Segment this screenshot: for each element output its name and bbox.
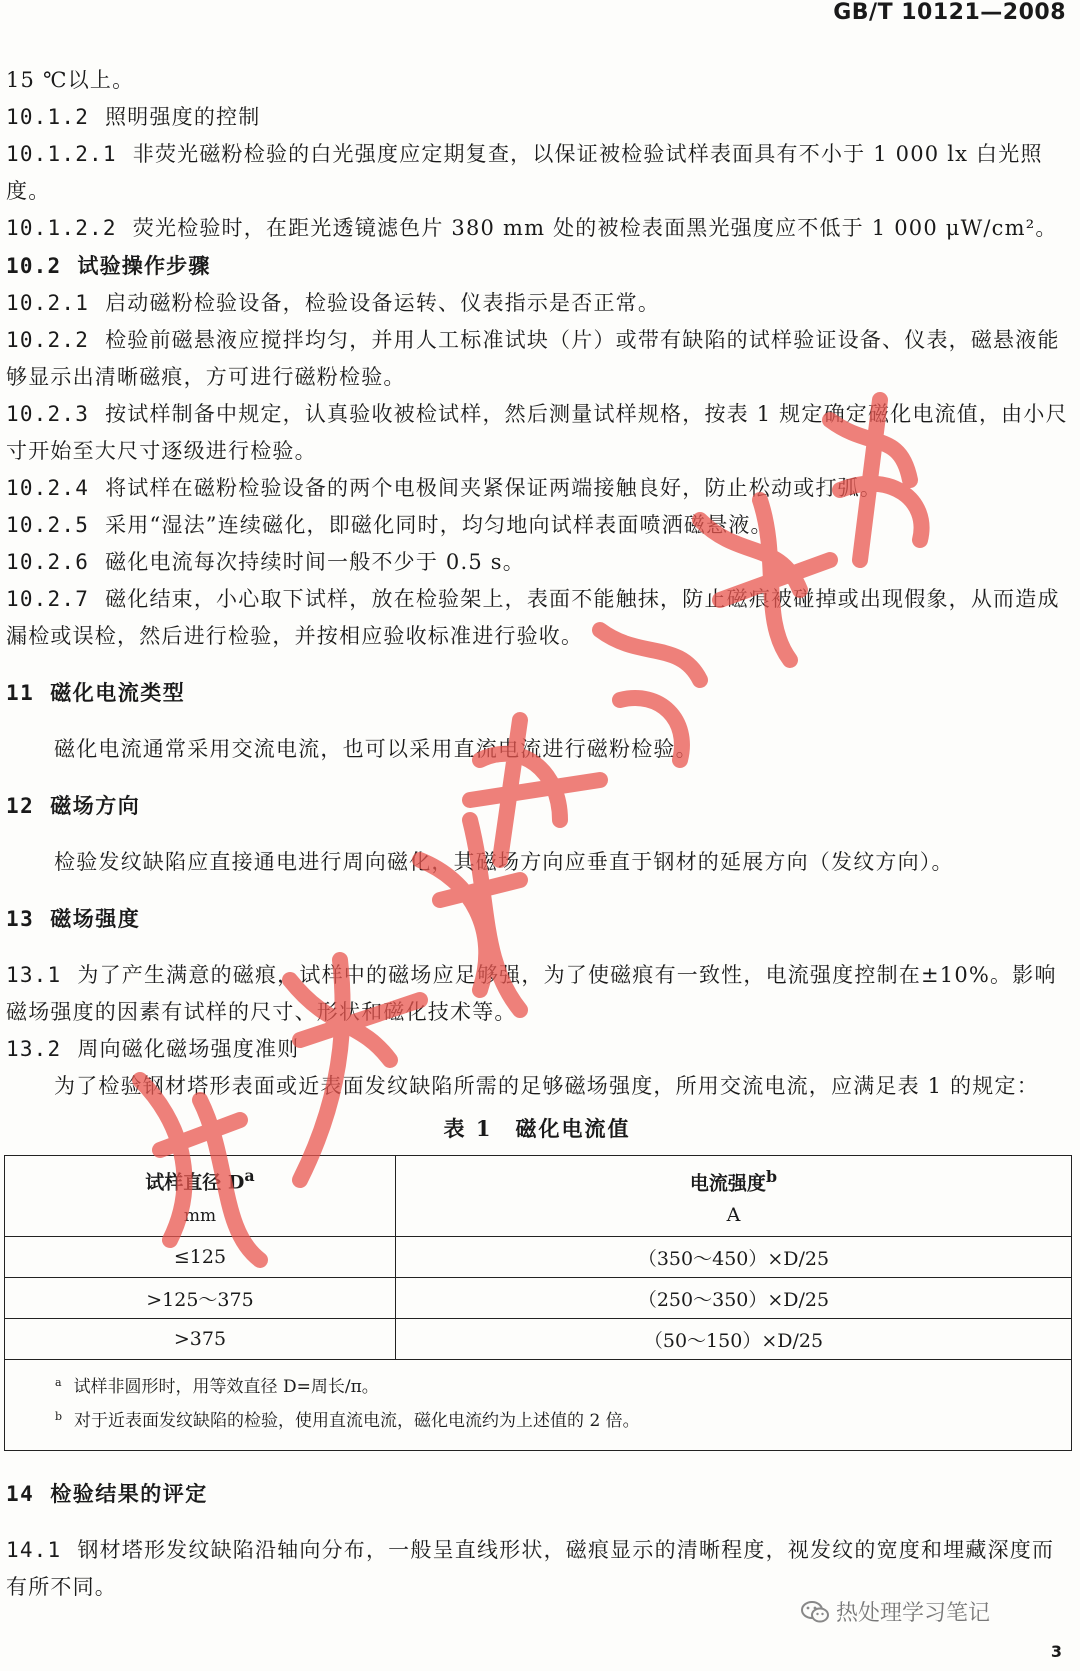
standard-number: GB/T 10121—2008: [833, 0, 1066, 25]
section-11-heading: 11 磁化电流类型: [6, 680, 186, 705]
section-14-heading: 14 检验结果的评定: [6, 1481, 208, 1506]
clause-10-1-2-1: 10.1.2.1 非荧光磁粉检验的白光强度应定期复查，以保证被检验试样表面具有不小于 1 000 lx 白光照度。: [6, 142, 1043, 203]
clause-number: 10.1.2: [6, 105, 90, 129]
table-note-a: $^a$ 试样非圆形时，用等效直径 D=周长/π。: [55, 1376, 379, 1397]
page-number: 3: [1050, 1642, 1062, 1661]
clause-number: 10.2.2: [6, 328, 90, 352]
table-cell-diameter: >125～375: [5, 1278, 396, 1319]
section-12-heading: 12 磁场方向: [6, 793, 141, 818]
clause-number: 10.2.5: [6, 513, 90, 537]
clause-10-1-2: 10.1.2 照明强度的控制: [6, 105, 261, 129]
clause-13-2: 13.2 周向磁化磁场强度准则: [6, 1037, 300, 1061]
table-row: [5, 1237, 1072, 1278]
table-cell-current: （250～350）×D/25: [395, 1278, 1071, 1319]
clause-number: 10.1.2.1: [6, 142, 117, 166]
clause-10-2-7: 10.2.7 磁化结束，小心取下试样，放在检验架上，表面不能触抹，防止磁痕被碰掉或出现假象，从而造成漏检或误检，然后进行检验，并按相应验收标准进行验收。: [6, 587, 1060, 648]
clause-number: 10.1.2.2: [6, 216, 117, 240]
wechat-icon: [800, 1599, 830, 1625]
table-cell-diameter: ≤125: [5, 1237, 396, 1278]
clause-10-2-2: 10.2.2 检验前磁悬液应搅拌均匀，并用人工标准试块（片）或带有缺陷的试样验证设备、仪表，磁悬液能够显示出清晰磁痕，方可进行磁粉检验。: [6, 328, 1060, 389]
table-note-b: $^b$ 对于近表面发纹缺陷的检验，使用直流电流，磁化电流约为上述值的 2 倍。: [55, 1410, 640, 1431]
clause-10-1-2-2: 10.1.2.2 荧光检验时，在距光透镜滤色片 380 mm 处的被检表面黑光强度应不低于 1 000 μW/cm²。: [6, 216, 1058, 240]
paragraph-continuation: 15 ℃以上。: [6, 68, 135, 92]
section-12-body: 检验发纹缺陷应直接通电进行周向磁化，其磁场方向应垂直于钢材的延展方向（发纹方向）。: [54, 850, 954, 874]
table-row: [5, 1319, 1072, 1360]
magnetizing-current-table: [4, 1155, 1072, 1451]
table-cell-diameter: >375: [5, 1319, 396, 1360]
clause-10-2-4: 10.2.4 将试样在磁粉检验设备的两个电极间夹紧保证两端接触良好，防止松动或打弧。: [6, 476, 883, 500]
clause-10-2-5: 10.2.5 采用“湿法”连续磁化，即磁化同时，均匀地向试样表面喷洒磁悬液。: [6, 513, 773, 537]
table-notes: [5, 1360, 1072, 1451]
document-body: [6, 62, 1068, 1606]
table-row: [5, 1278, 1072, 1319]
clause-number: 10.2: [6, 254, 62, 278]
table-header-current: 电流强度$^b$ A: [395, 1156, 1071, 1237]
clause-13-2-body: 为了检验钢材塔形表面或近表面发纹缺陷所需的足够磁场强度，所用交流电流，应满足表 1 的规定：: [54, 1074, 1039, 1098]
clause-10-2-1: 10.2.1 启动磁粉检验设备，检验设备运转、仪表指示是否正常。: [6, 291, 661, 315]
wechat-watermark: 热处理学习笔记: [800, 1596, 990, 1627]
clause-number: 10.2.3: [6, 402, 90, 426]
clause-number: 10.2.4: [6, 476, 90, 500]
clause-14-1: 14.1 钢材塔形发纹缺陷沿轴向分布，一般呈直线形状，磁痕显示的清晰程度，视发纹的宽度和埋藏深度而有所不同。: [6, 1538, 1055, 1599]
clause-10-2-3: 10.2.3 按试样制备中规定，认真验收被检试样，然后测量试样规格，按表 1 规定确定磁化电流值，由小尺寸开始至大尺寸逐级进行检验。: [6, 402, 1068, 463]
table-cell-current: （350～450）×D/25: [395, 1237, 1071, 1278]
table-header-diameter: 试样直径 $D^a$ mm: [5, 1156, 396, 1237]
clause-number: 10.2.6: [6, 550, 90, 574]
clause-10-2: 10.2 试验操作步骤: [6, 253, 211, 278]
clause-number: 10.2.7: [6, 587, 90, 611]
table-cell-current: （50～150）×D/25: [395, 1319, 1071, 1360]
clause-number: 10.2.1: [6, 291, 90, 315]
clause-10-2-6: 10.2.6 磁化电流每次持续时间一般不少于 0.5 s。: [6, 550, 525, 574]
table-title: 表 1 磁化电流值: [443, 1116, 631, 1141]
section-11-body: 磁化电流通常采用交流电流，也可以采用直流电流进行磁粉检验。: [54, 737, 698, 761]
section-13-heading: 13 磁场强度: [6, 906, 141, 931]
clause-13-1: 13.1 为了产生满意的磁痕，试样中的磁场应足够强，为了使磁痕有一致性，电流强度控制在±10%。影响磁场强度的因素有试样的尺寸、形状和磁化技术等。: [6, 963, 1057, 1024]
